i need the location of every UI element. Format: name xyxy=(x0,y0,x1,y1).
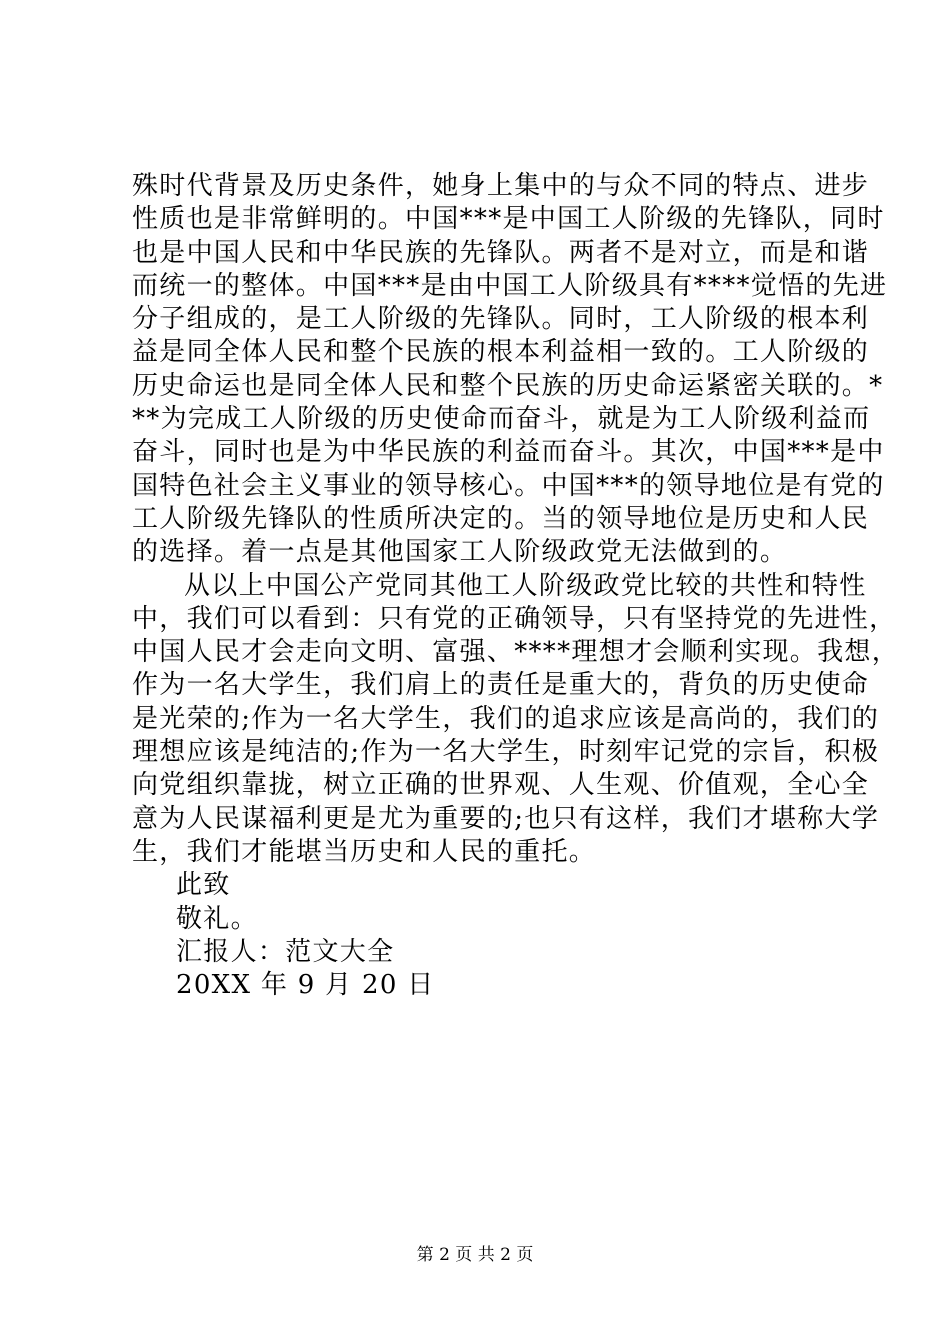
text-line: 生，我们才能堪当历史和人民的重托。 xyxy=(132,836,597,867)
text-line: 国特色社会主义事业的领导核心。中国***的领导地位是有党的 xyxy=(132,470,885,501)
text-line: 性质也是非常鲜明的。中国***是中国工人阶级的先锋队，同时 xyxy=(132,204,885,235)
page-number: 第 2 页 共 2 页 xyxy=(416,1245,534,1265)
text-line: 理想应该是纯洁的;作为一名大学生，时刻牢记党的宗旨，积极 xyxy=(132,737,880,768)
text-line: 也是中国人民和中华民族的先锋队。两者不是对立，而是和谐 xyxy=(132,237,870,268)
text-line: 工人阶级先锋队的性质所决定的。当的领导地位是历史和人民 xyxy=(132,503,870,534)
paragraph-2 xyxy=(132,570,900,870)
text-line: 奋斗，同时也是为中华民族的利益而奋斗。其次，中国***是中 xyxy=(132,437,885,468)
report-body xyxy=(132,170,900,1002)
text-line: 益是同全体人民和整个民族的根本利益相一致的。工人阶级的 xyxy=(132,337,870,368)
text-line: 向党组织靠拢，树立正确的世界观、人生观、价值观，全心全 xyxy=(132,770,870,801)
text-line: 殊时代背景及历史条件，她身上集中的与众不同的特点、进步 xyxy=(132,171,870,201)
report-date: 20XX 年 9 月 20 日 xyxy=(176,970,435,1001)
salutation: 此致 xyxy=(176,870,231,901)
paragraph-1 xyxy=(132,170,888,570)
text-line: **为完成工人阶级的历史使命而奋斗，就是为工人阶级利益而 xyxy=(132,404,871,435)
text-line: 中，我们可以看到：只有党的正确领导，只有坚持党的先进性， xyxy=(132,603,897,634)
text-line: 历史命运也是同全体人民和整个民族的历史命运紧密关联的。* xyxy=(132,370,884,401)
regards: 敬礼。 xyxy=(176,903,258,934)
reporter-signature: 汇报人：范文大全 xyxy=(176,936,395,967)
text-line: 而统一的整体。中国***是由中国工人阶级具有****觉悟的先进 xyxy=(132,270,888,301)
text-line: 的选择。着一点是其他国家工人阶级政党无法做到的。 xyxy=(132,537,788,568)
text-line: 意为人民谋福利更是尤为重要的;也只有这样，我们才堪称大学 xyxy=(132,803,880,834)
text-line: 是光荣的;作为一名大学生，我们的追求应该是高尚的，我们的 xyxy=(132,703,880,734)
text-line: 从以上中国公产党同其他工人阶级政党比较的共性和特性 xyxy=(184,570,867,601)
text-line: 作为一名大学生，我们肩上的责任是重大的，背负的历史使命 xyxy=(132,670,870,701)
text-line: 分子组成的，是工人阶级的先锋队。同时，工人阶级的根本利 xyxy=(132,304,870,335)
closing-block xyxy=(132,869,832,1002)
page-footer xyxy=(0,1244,950,1266)
text-line: 中国人民才会走向文明、富强、****理想才会顺利实现。我想， xyxy=(132,637,900,668)
